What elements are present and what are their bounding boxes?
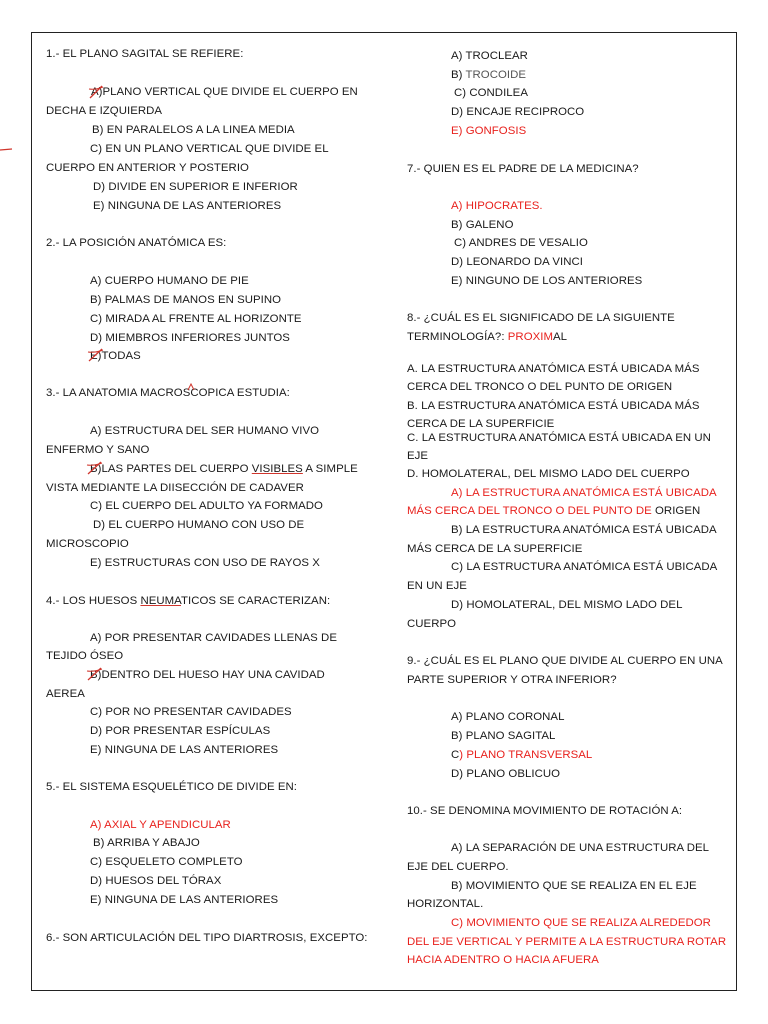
option-e-answer: E) GONFOSIS bbox=[451, 125, 527, 137]
option-d: D) EL CUERPO HUMANO CON USO DE bbox=[93, 519, 305, 531]
question-text: 6.- SON ARTICULACIÓN DEL TIPO DIARTROSIS, EXCEPTO: bbox=[46, 932, 368, 944]
option-b: B) LA ESTRUCTURA ANATÓMICA ESTÁ UBICADA bbox=[451, 524, 717, 536]
option-b: B) EN PARALELOS A LA LINEA MEDIA bbox=[92, 124, 295, 136]
option-text: LAS PARTES DEL CUERPO bbox=[101, 463, 252, 475]
question-text-part: COPICA ESTUDIA: bbox=[190, 387, 290, 399]
option-text: ORIGEN bbox=[655, 505, 701, 517]
option-b bbox=[451, 68, 526, 82]
option-e bbox=[90, 349, 141, 363]
option-c: C) EN UN PLANO VERTICAL QUE DIVIDE EL bbox=[90, 143, 329, 155]
plain-option-b-continued: CERCA DE LA SUPERFICIE bbox=[407, 418, 555, 430]
option-a bbox=[91, 85, 358, 99]
question-text: 8.- ¿CUÁL ES EL SIGNIFICADO DE LA SIGUIENTE bbox=[407, 312, 675, 324]
question-text-part: 3.- LA ANATOMIA MACROS bbox=[46, 387, 191, 399]
question-text: 5.- EL SISTEMA ESQUELÉTICO DE DIVIDE EN: bbox=[46, 781, 297, 793]
option-a-continued: DECHA E IZQUIERDA bbox=[46, 105, 163, 117]
option-e: E) NINGUNA DE LAS ANTERIORES bbox=[93, 200, 282, 212]
question-text-part: 4.- LOS HUESOS bbox=[46, 595, 141, 607]
answer-text: MÁS CERCA DEL TRONCO O DEL PUNTO DE bbox=[407, 505, 656, 517]
option-c-continued: CUERPO EN ANTERIOR Y POSTERIO bbox=[46, 162, 249, 174]
option-c-answer-continued: HACIA ADENTRO O HACIA AFUERA bbox=[407, 954, 599, 966]
option-prefix: B) bbox=[451, 69, 466, 81]
option-a: A) ESTRUCTURA DEL SER HUMANO VIVO bbox=[90, 425, 320, 437]
question-text: 7.- QUIEN ES EL PADRE DE LA MEDICINA? bbox=[407, 163, 639, 175]
margin-red-mark bbox=[0, 140, 20, 154]
plain-option-b: B. LA ESTRUCTURA ANATÓMICA ESTÁ UBICADA MÁS bbox=[407, 400, 700, 412]
option-prefix: C bbox=[451, 749, 460, 761]
option-a-answer: A) HIPOCRATES. bbox=[451, 200, 543, 212]
option-text: TODAS bbox=[101, 350, 141, 362]
option-prefix: B) bbox=[90, 463, 102, 475]
option-c: C) LA ESTRUCTURA ANATÓMICA ESTÁ UBICADA bbox=[451, 561, 718, 573]
option-c-answer: C) MOVIMIENTO QUE SE REALIZA ALREDEDOR bbox=[451, 917, 711, 929]
question-text-part: TERMINOLOGÍA?: bbox=[407, 331, 508, 343]
option-a-answer: A) LA ESTRUCTURA ANATÓMICA ESTÁ UBICADA bbox=[451, 487, 717, 499]
question-text-continued: PARTE SUPERIOR Y OTRA INFERIOR? bbox=[407, 674, 617, 686]
option-b-continued: VISTA MEDIANTE LA DIISECCIÓN DE CADAVER bbox=[46, 482, 304, 494]
option-c: C) ESQUELETO COMPLETO bbox=[90, 856, 243, 868]
option-b-continued: MÁS CERCA DE LA SUPERFICIE bbox=[407, 543, 583, 555]
option-a-continued: ENFERMO Y SANO bbox=[46, 444, 150, 456]
option-e: E) ESTRUCTURAS CON USO DE RAYOS X bbox=[90, 557, 320, 569]
option-c: C) EL CUERPO DEL ADULTO YA FORMADO bbox=[90, 500, 323, 512]
option-b: B) ARRIBA Y ABAJO bbox=[93, 837, 200, 849]
option-e: E) NINGUNO DE LOS ANTERIORES bbox=[451, 275, 643, 287]
option-prefix: E) bbox=[90, 350, 102, 362]
option-c-continued: EN UN EJE bbox=[407, 580, 467, 592]
option-c: C) POR NO PRESENTAR CAVIDADES bbox=[90, 706, 292, 718]
option-e: E) NINGUNA DE LAS ANTERIORES bbox=[90, 894, 279, 906]
question-text: 2.- LA POSICIÓN ANATÓMICA ES: bbox=[46, 237, 227, 249]
option-a: A) LA SEPARACIÓN DE UNA ESTRUCTURA DEL bbox=[451, 842, 710, 854]
question-text: 1.- EL PLANO SAGITAL SE REFIERE: bbox=[46, 48, 244, 60]
option-prefix: A) bbox=[91, 86, 103, 98]
option-d: D) HOMOLATERAL, DEL MISMO LADO DEL bbox=[451, 599, 683, 611]
plain-option-a-continued: CERCA DEL TRONCO O DEL PUNTO DE ORIGEN bbox=[407, 381, 673, 393]
option-b: B) PLANO SAGITAL bbox=[451, 730, 556, 742]
underlined-word: NEUMA bbox=[140, 595, 181, 607]
option-d: D) DIVIDE EN SUPERIOR E INFERIOR bbox=[93, 181, 298, 193]
option-a-answer: A) AXIAL Y APENDICULAR bbox=[90, 819, 231, 831]
option-a-continued: TEJIDO ÓSEO bbox=[46, 650, 124, 662]
option-b bbox=[90, 668, 325, 682]
option-text: PLANO VERTICAL QUE DIVIDE EL CUERPO EN bbox=[102, 86, 358, 98]
option-c-answer bbox=[451, 748, 592, 762]
question-text-part: TICOS SE CARACTERIZAN: bbox=[180, 595, 331, 607]
option-a: A) TROCLEAR bbox=[451, 50, 528, 62]
plain-option-a: A. LA ESTRUCTURA ANATÓMICA ESTÁ UBICADA MÁS bbox=[407, 363, 700, 375]
option-text: DENTRO DEL HUESO HAY UNA CAVIDAD bbox=[101, 669, 325, 681]
option-c: C) CONDILEA bbox=[454, 87, 528, 99]
option-b bbox=[90, 462, 358, 476]
option-d: D) ENCAJE RECIPROCO bbox=[451, 106, 585, 118]
answer-text: ) PLANO TRANSVERSAL bbox=[459, 749, 593, 761]
plain-option-d: D. HOMOLATERAL, DEL MISMO LADO DEL CUERPO bbox=[407, 468, 690, 480]
option-d: D) HUESOS DEL TÓRAX bbox=[90, 875, 222, 887]
option-d-continued: MICROSCOPIO bbox=[46, 538, 129, 550]
question-text-part: AL bbox=[553, 331, 568, 343]
plain-option-c-continued: EJE bbox=[407, 450, 429, 462]
question-text bbox=[46, 594, 330, 608]
option-d: D) MIEMBROS INFERIORES JUNTOS bbox=[90, 332, 290, 344]
option-c: C) MIRADA AL FRENTE AL HORIZONTE bbox=[90, 313, 302, 325]
option-d: D) LEONARDO DA VINCI bbox=[451, 256, 584, 268]
option-d: D) PLANO OBLICUO bbox=[451, 768, 561, 780]
question-text: 10.- SE DENOMINA MOVIMIENTO DE ROTACIÓN A: bbox=[407, 805, 683, 817]
option-c-answer-continued: DEL EJE VERTICAL Y PERMITE A LA ESTRUCTURA ROTAR bbox=[407, 936, 727, 948]
option-e: E) NINGUNA DE LAS ANTERIORES bbox=[90, 744, 279, 756]
option-b: B) GALENO bbox=[451, 219, 514, 231]
option-a: A) PLANO CORONAL bbox=[451, 711, 565, 723]
question-text bbox=[46, 386, 290, 400]
option-a-continued bbox=[407, 504, 700, 518]
highlighted-term: PROXIM bbox=[507, 331, 553, 343]
option-text: TROCOIDE bbox=[465, 69, 527, 81]
option-c: C) ANDRES DE VESALIO bbox=[454, 237, 588, 249]
option-b: B) PALMAS DE MANOS EN SUPINO bbox=[90, 294, 282, 306]
option-b-continued: AEREA bbox=[46, 688, 85, 700]
option-d-continued: CUERPO bbox=[407, 618, 457, 630]
option-a-continued: EJE DEL CUERPO. bbox=[407, 861, 509, 873]
option-a: A) POR PRESENTAR CAVIDADES LLENAS DE bbox=[90, 632, 337, 644]
option-b: B) MOVIMIENTO QUE SE REALIZA EN EL EJE bbox=[451, 880, 697, 892]
option-a: A) CUERPO HUMANO DE PIE bbox=[90, 275, 249, 287]
option-d: D) POR PRESENTAR ESPÍCULAS bbox=[90, 725, 271, 737]
option-b-continued: HORIZONTAL. bbox=[407, 898, 484, 910]
plain-option-c: C. LA ESTRUCTURA ANATÓMICA ESTÁ UBICADA EN UN bbox=[407, 432, 711, 444]
question-text: 9.- ¿CUÁL ES EL PLANO QUE DIVIDE AL CUERPO EN UNA bbox=[407, 655, 723, 667]
option-text: A SIMPLE bbox=[302, 463, 358, 475]
option-prefix: B) bbox=[90, 669, 102, 681]
question-text-continued bbox=[407, 330, 567, 344]
underlined-word: VISIBLES bbox=[251, 463, 303, 475]
